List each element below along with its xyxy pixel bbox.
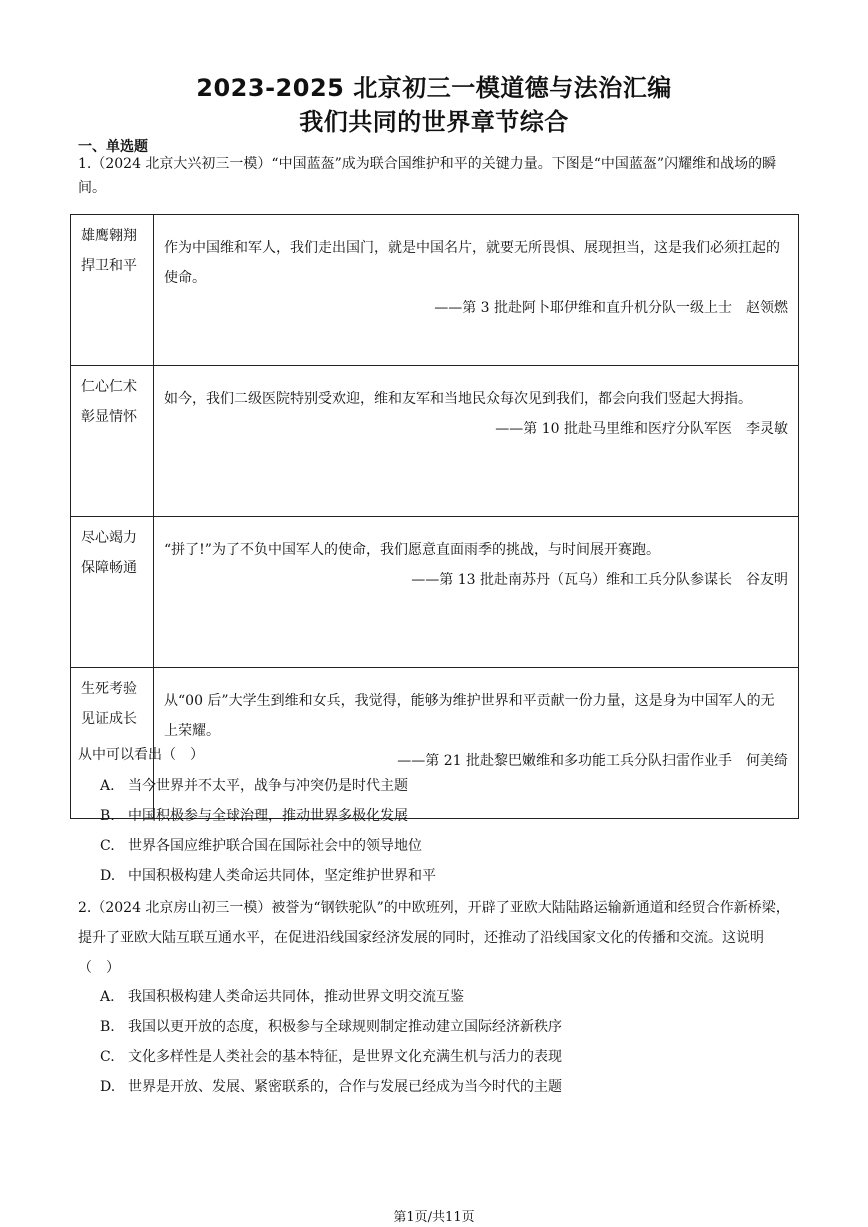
option-text: 文化多样性是人类社会的基本特征，是世界文化充满生机与活力的表现 bbox=[128, 1049, 562, 1065]
question-1-option-a[interactable] bbox=[100, 775, 408, 795]
option-letter: D. bbox=[100, 868, 116, 884]
option-letter: B. bbox=[100, 808, 115, 824]
question-1-table bbox=[70, 214, 799, 819]
table-row bbox=[71, 668, 799, 819]
question-1-option-c[interactable] bbox=[100, 835, 422, 855]
quote-source: ——第 3 批赴阿卜耶伊维和直升机分队一级上士 赵领燃 bbox=[434, 300, 788, 316]
option-text: 我国以更开放的态度，积极参与全球规则制定推动建立国际经济新秩序 bbox=[128, 1019, 562, 1035]
quote-text: 从“00 后”大学生到维和女兵，我觉得，能够为维护世界和平贡献一份力量，这是身为中国军人的无上荣耀。 bbox=[164, 693, 775, 739]
table-row bbox=[71, 366, 799, 517]
option-text: 中国积极构建人类命运共同体，坚定维护世界和平 bbox=[128, 868, 436, 884]
quote-source: ——第 10 批赴马里维和医疗分队军医 李灵敏 bbox=[495, 421, 788, 437]
table-category-cell: 生死考验 见证成长 bbox=[71, 668, 154, 819]
option-letter: A. bbox=[100, 778, 115, 794]
quote-text: “拼了!”为了不负中国军人的使命，我们愿意直面雨季的挑战，与时间展开赛跑。 bbox=[164, 542, 660, 558]
question-2-option-c[interactable] bbox=[100, 1046, 562, 1066]
question-2-stem: 2.（2024 北京房山初三一模）被誉为“钢铁驼队”的中欧班列，开辟了亚欧大陆陆路运输新通道和经贸合作新桥梁，提升了亚欧大陆互联互通水平，在促进沿线国家经济发展的同时，还推动了沿线国家文化的传播和交流。这说明（ ） bbox=[78, 900, 790, 976]
table-category-cell: 仁心仁术 彰显情怀 bbox=[71, 366, 154, 517]
quote-text: 如今，我们二级医院特别受欢迎，维和友军和当地民众每次见到我们，都会向我们竖起大拇指。 bbox=[164, 391, 752, 407]
table-category-cell: 雄鹰翱翔 捍卫和平 bbox=[71, 215, 154, 366]
question-2-option-b[interactable] bbox=[100, 1016, 562, 1036]
document-title-line2: 我们共同的世界章节综合 bbox=[299, 108, 569, 136]
table-quote-cell bbox=[154, 517, 799, 668]
option-letter: C. bbox=[100, 1049, 115, 1065]
option-letter: D. bbox=[100, 1079, 116, 1095]
option-letter: C. bbox=[100, 838, 115, 854]
option-text: 世界各国应维护联合国在国际社会中的领导地位 bbox=[128, 838, 422, 854]
option-letter: B. bbox=[100, 1019, 115, 1035]
question-1-option-d[interactable] bbox=[100, 865, 436, 885]
option-text: 世界是开放、发展、紧密联系的，合作与发展已经成为当今时代的主题 bbox=[128, 1079, 562, 1095]
question-1-option-b[interactable] bbox=[100, 805, 408, 825]
table-quote-cell bbox=[154, 215, 799, 366]
table-quote-cell bbox=[154, 668, 799, 819]
table-row bbox=[71, 215, 799, 366]
option-letter: A. bbox=[100, 989, 115, 1005]
table-quote-cell bbox=[154, 366, 799, 517]
table-row bbox=[71, 517, 799, 668]
option-text: 中国积极参与全球治理，推动世界多极化发展 bbox=[128, 808, 408, 824]
question-2-option-a[interactable] bbox=[100, 986, 464, 1006]
option-text: 我国积极构建人类命运共同体，推动世界文明交流互鉴 bbox=[128, 989, 464, 1005]
document-title-line1: 2023-2025 北京初三一模道德与法治汇编 bbox=[196, 74, 672, 102]
quote-source: ——第 21 批赴黎巴嫩维和多功能工兵分队扫雷作业手 何美绮 bbox=[397, 753, 788, 769]
question-2-option-d[interactable] bbox=[100, 1076, 562, 1096]
quote-source: ——第 13 批赴南苏丹（瓦乌）维和工兵分队参谋长 谷友明 bbox=[411, 572, 788, 588]
question-1-stem: 1.（2024 北京大兴初三一模）“中国蓝盔”成为联合国维护和平的关键力量。下图是“中国蓝盔”闪耀维和战场的瞬间。 bbox=[78, 156, 777, 196]
question-1-prompt: 从中可以看出（ ） bbox=[78, 747, 204, 763]
option-text: 当今世界并不太平，战争与冲突仍是时代主题 bbox=[128, 778, 408, 794]
table-category-cell: 尽心竭力 保障畅通 bbox=[71, 517, 154, 668]
section-heading: 一、单选题 bbox=[78, 139, 148, 155]
quote-text: 作为中国维和军人，我们走出国门，就是中国名片，就要无所畏惧、展现担当，这是我们必须扛起的使命。 bbox=[164, 240, 780, 286]
page-number-footer: 第1页/共11页 bbox=[393, 1210, 475, 1225]
